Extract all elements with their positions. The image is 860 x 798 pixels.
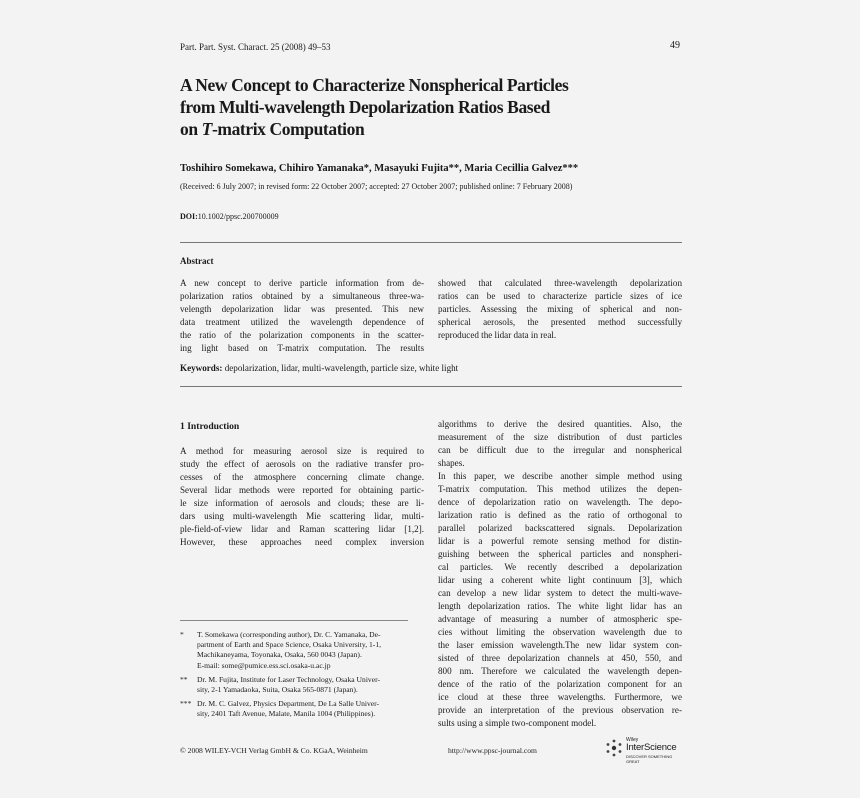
footnote-line: Dr. M. Fujita, Institute for Laser Technology, Osaka Univer- bbox=[197, 674, 381, 684]
interscience-logo: Wiley InterScience DISCOVER SOMETHING GREAT bbox=[604, 737, 684, 759]
text-line: ing light based on T-matrix computation. The results bbox=[180, 343, 424, 353]
text-line: ice cloud at these three wavelengths. Furthermore, we bbox=[438, 692, 682, 702]
keywords: Keywords: depolarization, lidar, multi-wavelength, particle size, white light bbox=[180, 363, 459, 373]
copyright: © 2008 WILEY-VCH Verlag GmbH & Co. KGaA, Weinheim bbox=[180, 746, 368, 755]
footnote bbox=[180, 699, 425, 719]
divider-top bbox=[180, 242, 682, 243]
text-line: sisted of three depolarization channels at 450, 550, and bbox=[438, 653, 682, 663]
text-line: guishing between the spherical particles and nonspheri- bbox=[438, 549, 682, 559]
text-line: polarization ratios obtained by a simultaneous three-wa- bbox=[180, 291, 424, 301]
text-line: spherical aerosols, the presented method successfully bbox=[438, 317, 682, 327]
text-line: lidar using a coherent white light continuum [3], which bbox=[438, 575, 682, 585]
interscience-globe-icon bbox=[604, 738, 624, 758]
text-line: provide an interpretation of the previous observation re- bbox=[438, 705, 682, 715]
text-line: 800 nm. Therefore we calculated the wavelength depen- bbox=[438, 666, 682, 676]
text-line: can develop a new lidar system to detect the multi-wave- bbox=[438, 588, 682, 598]
abstract-right-column bbox=[438, 277, 682, 342]
intro-left-column bbox=[180, 445, 424, 549]
text-line: can be difficult due to the irregular and nonspherical bbox=[438, 445, 682, 455]
footnote-line: partment of Earth and Space Science, Osaka University, 1-1, bbox=[197, 640, 382, 650]
footnote bbox=[180, 675, 425, 695]
text-line: T-matrix computation. This method utilizes the depen- bbox=[438, 484, 682, 494]
footnote-line: T. Somekawa (corresponding author), Dr. C. Yamanaka, De- bbox=[197, 630, 381, 639]
footnote-line: Machikaneyama, Toyonaka, Osaka, 560 0043 (Japan). bbox=[197, 650, 362, 660]
footnote-divider bbox=[180, 620, 408, 621]
text-line: ratios can be used to characterize particle sizes of ice bbox=[438, 291, 682, 301]
journal-header: Part. Part. Syst. Charact. 25 (2008) 49–53 bbox=[180, 42, 331, 52]
footnote-line: Dr. M. C. Galvez, Physics Department, De La Salle Univer- bbox=[197, 699, 380, 709]
footnote-line: E-mail: some@pumice.ess.sci.osaka-u.ac.jp bbox=[197, 660, 331, 670]
text-line: study the effect of aerosols on the radiative transfer pro- bbox=[180, 459, 424, 469]
abstract-heading: Abstract bbox=[180, 256, 214, 266]
footnote-mark: ** bbox=[180, 674, 188, 684]
received-dates: (Received: 6 July 2007; in revised form: 22 October 2007; accepted: 27 October 2007; published online: 7 February 2008) bbox=[180, 182, 573, 191]
doi: DOI:10.1002/ppsc.200700009 bbox=[180, 212, 279, 221]
title-line-2: from Multi-wavelength Depolarization Ratios Based bbox=[180, 97, 550, 117]
text-line: dence of the ratio of the polarization component for an bbox=[438, 679, 682, 689]
text-line: ple-field-of-view lidar and Raman scattering lidar [1,2]. bbox=[180, 524, 424, 534]
journal-url[interactable]: http://www.ppsc-journal.com bbox=[448, 746, 537, 755]
title-line-3: on T-matrix Computation bbox=[180, 119, 365, 139]
text-line: cesses of the atmosphere concerning climate change. bbox=[180, 472, 424, 482]
text-line: cal particles. We recently described a depolarization bbox=[438, 562, 682, 572]
abstract-left-column bbox=[180, 277, 424, 355]
text-line: parallel polarized backscattered signals. Depolarization bbox=[438, 523, 682, 533]
text-line: dars using multi-wavelength Mie scattering lidar, multi- bbox=[180, 511, 424, 521]
footnote-line: sity, 2401 Taft Avenue, Malate, Manila 1004 (Philippines). bbox=[197, 709, 376, 719]
divider-keywords bbox=[180, 386, 682, 387]
section-heading-introduction: 1 Introduction bbox=[180, 421, 240, 432]
text-line: algorithms to derive the desired quantities. Also, the bbox=[438, 419, 682, 429]
text-line: measurement of the size distribution of dust particles bbox=[438, 432, 682, 442]
text-line: In this paper, we describe another simple method using bbox=[438, 471, 682, 481]
author-list: Toshihiro Somekawa, Chihiro Yamanaka*, Masayuki Fujita**, Maria Cecillia Galvez*** bbox=[180, 163, 579, 174]
text-line: advantage of measuring a number of atmospheric spe- bbox=[438, 614, 682, 624]
intro-right-column bbox=[438, 418, 682, 730]
text-line: particles. Assessing the mixing of spherical and non- bbox=[438, 304, 682, 314]
text-line: Several lidar methods were reported for obtaining partic- bbox=[180, 485, 424, 495]
text-line: the ratio of the polarization components in the scatter- bbox=[180, 330, 424, 340]
text-line: A method for measuring aerosol size is required to bbox=[180, 446, 424, 456]
text-line: sults using a simple two-component model. bbox=[438, 718, 597, 728]
text-line: cies without limiting the observation wavelength due to bbox=[438, 627, 682, 637]
text-line: A new concept to derive particle information from de- bbox=[180, 278, 424, 288]
text-line: length depolarization ratios. The white light lidar has an bbox=[438, 601, 682, 611]
footnote-mark: *** bbox=[180, 699, 192, 709]
text-line: larization ratio is defined as the ratio of orthogonal to bbox=[438, 510, 682, 520]
paper-title bbox=[180, 74, 700, 140]
text-line: le size information of aerosols and clouds; these are li- bbox=[180, 498, 424, 508]
text-line: reproduced the lidar data in real. bbox=[438, 330, 557, 340]
page-number: 49 bbox=[670, 40, 680, 51]
text-line: shapes. bbox=[438, 458, 465, 468]
footnote-line: sity, 2-1 Yamadaoka, Suita, Osaka 565-0871 (Japan). bbox=[197, 685, 358, 695]
text-line: lidar is a powerful remote sensing method for distin- bbox=[438, 536, 682, 546]
footnote-mark: * bbox=[180, 630, 184, 639]
text-line: velength depolarization lidar was presented. This new bbox=[180, 304, 424, 314]
title-line-1: A New Concept to Characterize Nonspherical Particles bbox=[180, 75, 569, 95]
text-line: the laser emission wavelength.The new lidar system con- bbox=[438, 640, 682, 650]
text-line: data treatment utilized the wavelength dependence of bbox=[180, 317, 424, 327]
text-line: However, these approaches need complex inversion bbox=[180, 537, 424, 547]
text-line: showed that calculated three-wavelength depolarization bbox=[438, 278, 682, 288]
text-line: dence of depolarization ratio on wavelength. The depo- bbox=[438, 497, 682, 507]
footnote bbox=[180, 630, 425, 671]
footnotes bbox=[180, 630, 425, 724]
